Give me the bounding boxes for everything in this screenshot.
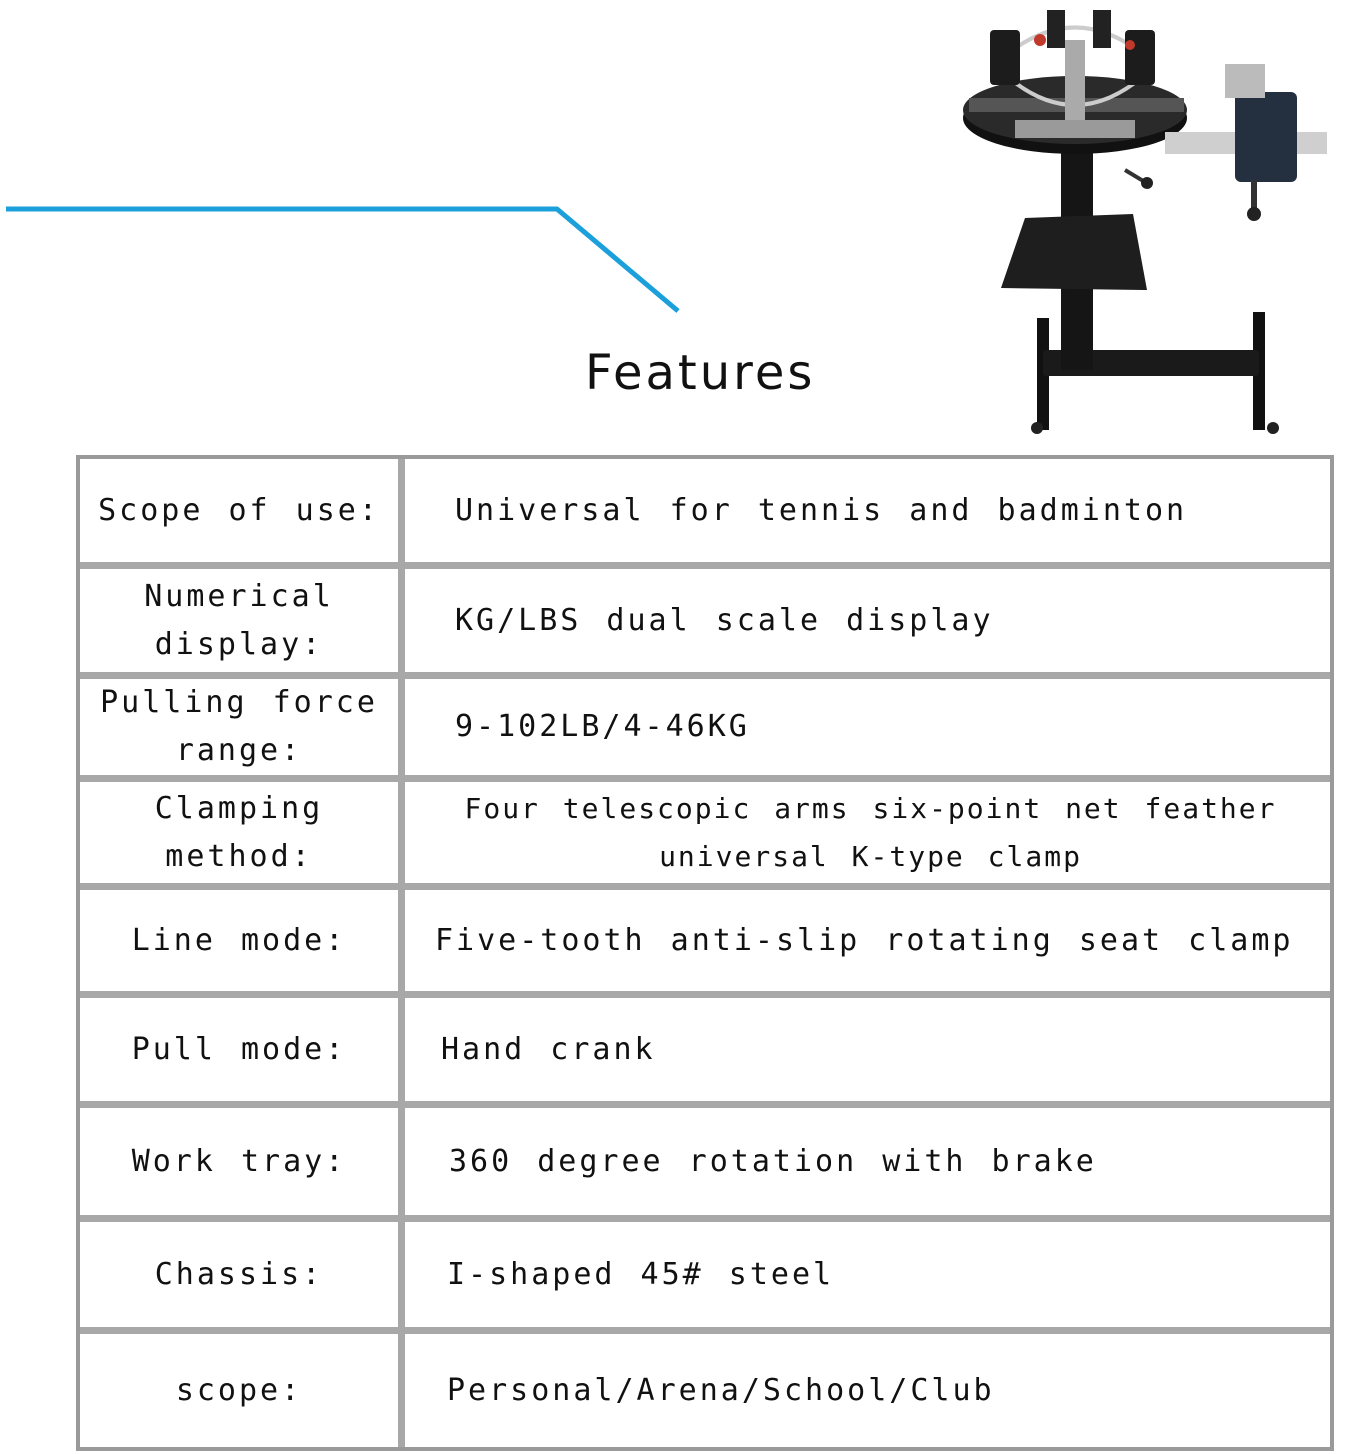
table-row: [80, 998, 1330, 1108]
row-value: I-shaped 45# steel: [405, 1222, 1330, 1334]
row-label: Pulling force range:: [80, 679, 405, 782]
row-label: scope:: [80, 1334, 405, 1447]
row-label: Chassis:: [80, 1222, 405, 1334]
row-value: Universal for tennis and badminton: [405, 459, 1330, 569]
row-label: Numerical display:: [80, 569, 405, 679]
table-row: [80, 1108, 1330, 1222]
table-row: [80, 679, 1330, 782]
table-row: [80, 890, 1330, 998]
table-row: [80, 569, 1330, 679]
row-value: 360 degree rotation with brake: [405, 1108, 1330, 1222]
table-row: [80, 1334, 1330, 1447]
row-value: Five-tooth anti-slip rotating seat clamp: [405, 890, 1330, 998]
row-label: Scope of use:: [80, 459, 405, 569]
features-table: [76, 455, 1334, 1451]
tennis-badminton-stringing-machine-icon: [955, 0, 1335, 440]
row-value: Hand crank: [405, 998, 1330, 1108]
row-label: Line mode:: [80, 890, 405, 998]
page-title: Features: [585, 345, 816, 401]
row-value: Four telescopic arms six-point net feather universal K-type clamp: [405, 782, 1330, 890]
row-label: Work tray:: [80, 1108, 405, 1222]
table-row: [80, 459, 1330, 569]
table-row: [80, 782, 1330, 890]
table-row: [80, 1222, 1330, 1334]
row-value: KG/LBS dual scale display: [405, 569, 1330, 679]
row-value: Personal/Arena/School/Club: [447, 1372, 995, 1408]
row-value: 9-102LB/4-46KG: [405, 679, 1330, 782]
row-label: Clamping method:: [80, 782, 405, 890]
accent-line: [0, 0, 700, 330]
row-label: Pull mode:: [80, 998, 405, 1108]
